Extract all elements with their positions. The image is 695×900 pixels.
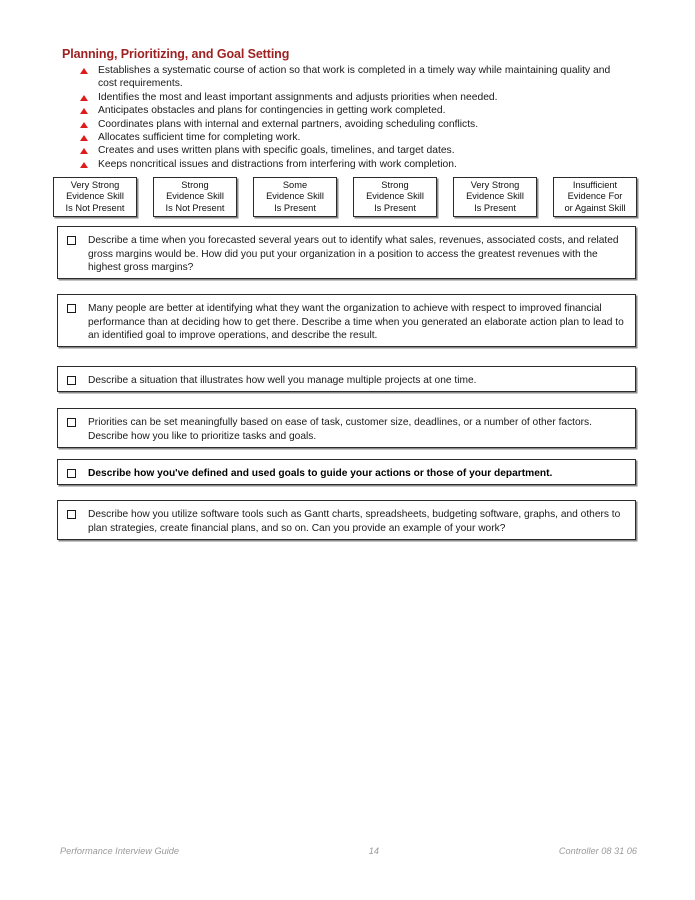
triangle-bullet-icon [80,131,98,141]
triangle-bullet-icon [80,118,98,128]
rating-option-line: Very Strong [470,179,520,190]
list-item [80,158,625,171]
checkbox-icon[interactable] [67,418,76,427]
footer-page-number: 14 [368,846,380,856]
triangle-bullet-icon [80,104,98,114]
question-text: Describe how you utilize software tools such as Gantt charts, spreadsheets, budgeting software, graphs, and others to plan strategies, create financial plans, and so on. Can you provide an example of your work? [88,509,621,534]
checkbox-icon[interactable] [67,469,76,478]
list-item-label: Establishes a systematic course of action so that work is completed in a timely way while maintaining quality and cost requirements. [98,65,611,90]
page-title: Planning, Prioritizing, and Goal Setting [62,47,290,61]
list-item-label: Anticipates obstacles and plans for contingencies in getting work completed. [98,105,446,117]
rating-option-line: Evidence Skill [166,191,224,202]
rating-option-some-present[interactable] [253,177,337,217]
rating-option-line: Is Not Present [165,202,225,213]
question-item[interactable] [57,226,636,279]
rating-option-very-strong-present[interactable] [453,177,537,217]
rating-option-line: or Against Skill [564,202,626,213]
question-text: Many people are better at identifying what they want the organization to achieve with respect to improved financial performance than at deciding how to get there. Describe a time when you generated an elaborate action plan to lead to an identified goal to improve operations, and describe the result. [88,303,624,342]
rating-option-insufficient-evidence[interactable] [553,177,637,217]
triangle-bullet-icon [80,158,98,168]
question-text: Describe a time when you forecasted several years out to identify what sales, revenues, associated costs, and related gross margins would be. How did you put your organization in a position to access the greatest revenues with the highest gross margins? [88,235,619,274]
rating-option-line: Evidence Skill [466,191,524,202]
checkbox-icon[interactable] [67,510,76,519]
question-item[interactable] [57,459,636,485]
triangle-bullet-icon [80,144,98,154]
rating-option-line: Evidence For [567,191,623,202]
rating-option-line: Is Present [374,202,416,213]
list-item [80,64,625,91]
question-text: Priorities can be set meaningfully based on ease of task, customer size, deadlines, or a number of other factors. Describe how you like to prioritize tasks and goals. [88,417,592,442]
list-item-label: Keeps noncritical issues and distractions from interfering with work completion. [98,158,457,170]
rating-option-very-strong-not-present[interactable] [53,177,137,217]
rating-option-line: Is Present [474,202,516,213]
list-item-label: Allocates sufficient time for completing work. [98,132,301,144]
question-item[interactable] [57,366,636,392]
triangle-bullet-icon [80,91,98,101]
page-footer [60,846,637,856]
list-item [80,131,625,144]
rating-scale [53,177,637,217]
checkbox-icon[interactable] [67,236,76,245]
rating-option-strong-present[interactable] [353,177,437,217]
rating-option-strong-not-present[interactable] [153,177,237,217]
question-item[interactable] [57,294,636,347]
list-item [80,144,625,157]
question-text: Describe how you've defined and used goals to guide your actions or those of your department. [88,468,553,479]
list-item [80,104,625,117]
question-text: Describe a situation that illustrates how well you manage multiple projects at one time. [88,375,477,386]
rating-option-line: Evidence Skill [266,191,324,202]
list-item-label: Identifies the most and least important assignments and adjusts priorities when needed. [98,91,498,103]
footer-document-title: Performance Interview Guide [60,846,179,856]
triangle-bullet-icon [80,64,98,74]
competency-bullet-list [80,64,625,171]
rating-option-line: Insufficient [572,179,618,190]
question-item[interactable] [57,500,636,540]
rating-option-line: Strong [381,179,409,190]
rating-option-line: Is Not Present [65,202,125,213]
rating-option-line: Very Strong [70,179,120,190]
question-item[interactable] [57,408,636,448]
footer-revision: Controller 08 31 06 [558,846,637,856]
list-item [80,118,625,131]
rating-option-line: Some [282,179,308,190]
list-item-label: Creates and uses written plans with specific goals, timelines, and target dates. [98,145,455,157]
rating-option-line: Strong [181,179,209,190]
rating-option-line: Evidence Skill [66,191,124,202]
checkbox-icon[interactable] [67,304,76,313]
rating-option-line: Evidence Skill [366,191,424,202]
rating-option-line: Is Present [274,202,316,213]
list-item [80,91,625,104]
list-item-label: Coordinates plans with internal and external partners, avoiding scheduling conflicts. [98,118,479,130]
checkbox-icon[interactable] [67,376,76,385]
